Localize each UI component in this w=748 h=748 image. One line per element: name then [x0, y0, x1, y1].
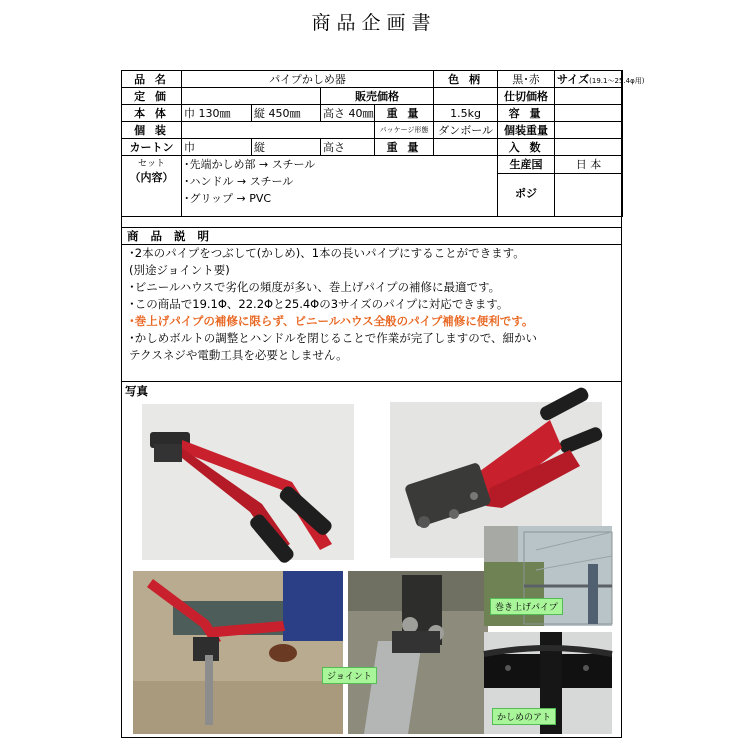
photo-in-use — [133, 571, 343, 734]
description-line: (別途ジョイント要) — [129, 263, 230, 277]
description-line: ･ビニールハウスで劣化の頻度が多い、巻上げパイプの補修に最適です。 — [129, 280, 501, 294]
purchase-price-label: 仕切価格 — [498, 88, 555, 105]
origin-pos-labels — [498, 156, 555, 217]
size-cell — [555, 71, 645, 88]
size-label: サイズ — [557, 73, 590, 86]
photo-section-label: 写真 — [125, 384, 148, 398]
product-description — [121, 227, 622, 382]
weight-label: 重 量 — [375, 105, 434, 122]
description-heading: 商 品 説 明 — [122, 228, 621, 245]
description-highlight: ･巻上げパイプの補修に限らず、ビニールハウス全般のパイプ補修に便利です。 — [129, 314, 534, 328]
set-contents — [182, 156, 498, 217]
sale-price — [434, 88, 498, 105]
body-height: 高さ 40㎜ — [321, 105, 375, 122]
list-price-label: 定 価 — [122, 88, 182, 105]
set-label — [122, 156, 182, 217]
joint-illustration — [348, 571, 488, 734]
carton-weight — [434, 139, 498, 156]
page-title: 商品企画書 — [311, 12, 437, 34]
product-name: パイプかしめ器 — [182, 71, 434, 88]
photo-greenhouse — [484, 526, 612, 626]
carton-label: カートン — [122, 139, 182, 156]
carton-length: 縦 — [252, 139, 321, 156]
product-name-label: 品 名 — [122, 71, 182, 88]
callout-crimp: かしめのアト — [492, 708, 556, 725]
description-line: テクスネジや電動工具を必要としません。 — [129, 348, 348, 362]
size-value: (19.1～25.4φ用) — [589, 77, 645, 85]
origin-pos-values — [555, 156, 623, 217]
description-line: ･かしめボルトの調整とハンドルを閉じることで作業が完了しますので、細かい — [129, 331, 538, 345]
photo-joint — [327, 571, 488, 734]
callout-pipe: 巻き上げパイプ — [490, 598, 563, 615]
carton-width: 巾 — [182, 139, 252, 156]
origin-value: 日 本 — [555, 156, 622, 174]
weight-value: 1.5kg — [434, 105, 498, 122]
photo-crimp-mark — [484, 632, 612, 734]
packing-label: 個 装 — [122, 122, 182, 139]
package-form: ダンボール — [434, 122, 498, 139]
pos-label: ポジ — [515, 187, 538, 200]
set-item: ･グリップ → PVC — [184, 192, 272, 205]
sale-price-label: 販売価格 — [321, 88, 434, 105]
carton-weight-label: 重 量 — [375, 139, 434, 156]
body-label: 本 体 — [122, 105, 182, 122]
purchase-price — [555, 88, 623, 105]
set-label-2: （内容） — [129, 171, 174, 184]
set-item: ･先端かしめ部 → スチール — [184, 158, 316, 171]
set-item: ･ハンドル → スチール — [184, 175, 294, 188]
list-price — [182, 88, 321, 105]
qty-value — [555, 139, 623, 156]
color-value: 黒･赤 — [498, 71, 555, 88]
spec-table — [121, 70, 645, 217]
description-line: ･この商品で19.1Φ、22.2Φと25.4Φの3サイズのパイプに対応できます。 — [129, 297, 509, 311]
body-width: 巾 130㎜ — [182, 105, 252, 122]
package-form-label: パッケージ形態 — [375, 122, 434, 139]
origin-label: 生産国 — [498, 156, 554, 174]
color-label: 色 柄 — [434, 71, 498, 88]
tool-closed-illustration — [142, 404, 354, 560]
body-length: 縦 450㎜ — [252, 105, 321, 122]
set-label-1: セット — [137, 159, 165, 169]
packing-weight-label: 個装重量 — [498, 122, 555, 139]
qty-label: 入 数 — [498, 139, 555, 156]
capacity-label: 容 量 — [498, 105, 555, 122]
capacity-value — [555, 105, 623, 122]
in-use-illustration — [133, 571, 343, 734]
photo-tool-closed — [142, 404, 354, 560]
packing-weight — [555, 122, 623, 139]
description-line: ･2本のパイプをつぶして(かしめ)、1本の長いパイプにすることができます。 — [129, 246, 525, 260]
callout-joint: ジョイント — [322, 667, 377, 684]
carton-height: 高さ — [321, 139, 375, 156]
